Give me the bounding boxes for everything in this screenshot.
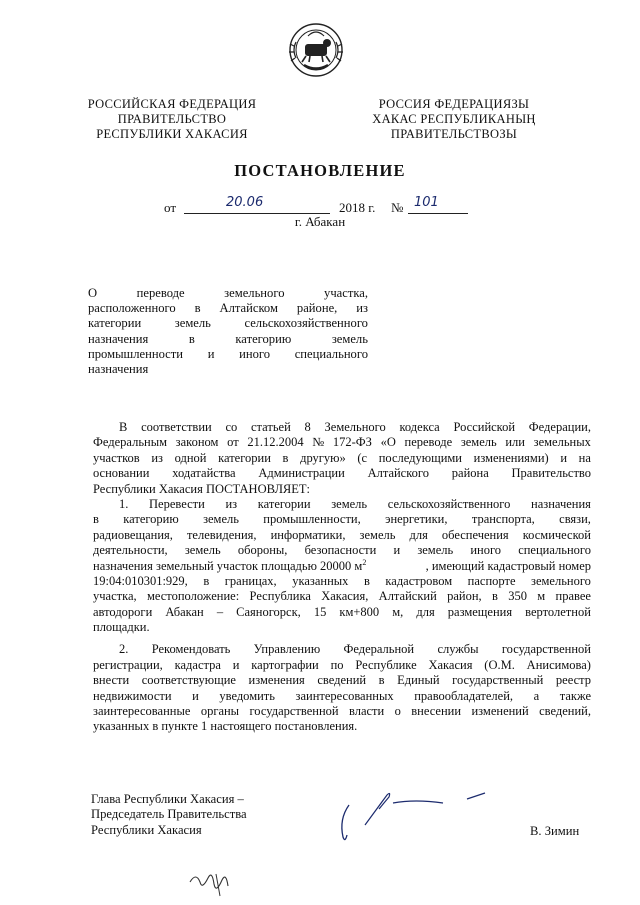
body-word: последующими [378, 450, 463, 465]
body-line [93, 689, 591, 704]
body-line [93, 497, 591, 512]
body-word: земель [331, 496, 368, 511]
body-word: земель [460, 435, 497, 450]
body-word: в [491, 589, 498, 604]
body-word: № [312, 435, 325, 450]
body-word: сельскохозяйственного [387, 496, 511, 511]
body-word: Земельного [324, 420, 386, 434]
document-body [93, 420, 591, 735]
body-word: на [578, 450, 591, 465]
header-right [366, 97, 542, 142]
subject-word: промышленности [88, 346, 184, 361]
body-line [93, 642, 591, 657]
body-word: сведений, [539, 704, 591, 719]
body-word: правообладателей, [414, 688, 514, 703]
body-word: государственной [249, 704, 339, 719]
body-word: земель [184, 543, 221, 558]
subject-line [88, 332, 368, 347]
body-line [93, 658, 591, 673]
body-word: в [282, 450, 289, 465]
subject-word: иного [239, 346, 271, 361]
body-word: участка, [93, 589, 137, 604]
body-word: автодороги [93, 604, 153, 619]
body-word: внесении [411, 704, 462, 719]
body-word: телевидения, [186, 527, 257, 542]
body-line [93, 605, 591, 620]
body-word: в [203, 573, 210, 588]
subject-line [88, 362, 368, 377]
body-word: правее [555, 589, 591, 604]
subject-word: категорию [235, 331, 292, 346]
subject-word: назначения [88, 361, 149, 376]
body-word: 19:04:010301:929, [93, 573, 188, 588]
body-line [93, 435, 591, 450]
body-word: Администрации [258, 466, 345, 481]
body-word: обеспечения [441, 527, 509, 542]
subject-line [88, 316, 368, 331]
subject-line [88, 301, 368, 316]
body-word: внести [93, 673, 130, 688]
body-word: радиовещания, [93, 527, 173, 542]
body-word: размещения [447, 604, 513, 619]
body-word: 21.12.2004 [247, 435, 304, 450]
signatory-line: Глава Республики Хакасия – [91, 792, 244, 806]
header-right-line: ПРАВИТЕЛЬСТВОЗЫ [390, 127, 518, 141]
body-word: для [409, 527, 428, 542]
body-word: из [225, 496, 238, 511]
body-word: специального [518, 543, 591, 558]
body-word: безопасности [304, 543, 377, 558]
subject-word: участка, [324, 286, 368, 300]
body-word: переводе [404, 435, 453, 450]
body-line [93, 451, 591, 466]
subject-word: земель [331, 331, 368, 346]
body-word: для [416, 604, 435, 619]
signatory-line: Республики Хакасия [91, 822, 202, 837]
body-word: категории [257, 496, 311, 511]
body-word: со [225, 420, 238, 434]
body-line [93, 673, 591, 688]
body-word: м, [392, 604, 404, 619]
body-word: Российской [453, 420, 516, 434]
body-word: кодекса [399, 420, 440, 434]
body-line [93, 574, 591, 589]
body-word: 172-ФЗ [332, 435, 372, 450]
body-word: Анисимова) [526, 657, 591, 672]
body-word: изменений [471, 704, 529, 719]
body-word: кадастра [174, 657, 221, 672]
body-word: – [216, 604, 224, 619]
handwritten-signature [335, 783, 505, 849]
body-word: 8 [304, 420, 311, 434]
body-word: одной [174, 450, 207, 465]
body-word: законом [175, 435, 219, 450]
body-line [93, 512, 591, 527]
subject-word: в [188, 331, 195, 346]
body-word: информатики, [270, 527, 346, 542]
body-word: 15 [313, 604, 327, 619]
body-word: Управлению [253, 642, 321, 657]
body-word: района [451, 466, 489, 481]
header-left-line: РЕСПУБЛИКИ ХАКАСИЯ [96, 127, 248, 141]
body-word: земель [359, 527, 396, 542]
number-label: № [391, 200, 404, 215]
body-word: Саяногорск, [236, 604, 301, 619]
body-line: площадки. [93, 620, 150, 635]
body-line [93, 420, 591, 435]
body-word: Республике [355, 657, 417, 672]
body-word: в [363, 573, 370, 588]
body-line [93, 559, 591, 574]
body-word: Алтайского [367, 466, 429, 481]
number-handwritten: 101 [414, 195, 439, 210]
body-word: регистрации, [93, 657, 163, 672]
body-word: в [93, 512, 99, 527]
area-tail: , имеющий кадастровый номер [425, 558, 591, 573]
body-word: (О.М. [484, 657, 515, 672]
body-word: заинтересованные [93, 704, 191, 719]
body-word: службы [437, 642, 479, 657]
body-word: в [378, 673, 385, 688]
body-word: ходатайства [172, 466, 236, 481]
body-word: Хакасия, [321, 589, 369, 604]
body-word: из [151, 450, 163, 465]
subject-word: расположенного [88, 301, 176, 316]
item-2-paragraph [93, 642, 591, 734]
body-word: Правительство [511, 466, 591, 481]
signatory-name: В. Зимин [530, 824, 580, 838]
body-word: район, [447, 589, 482, 604]
body-word: связи, [559, 512, 591, 527]
subject-word: специального [294, 346, 368, 361]
body-word: иного [470, 543, 502, 558]
coat-of-arms-emblem [286, 20, 346, 80]
body-word: картографии [251, 657, 319, 672]
body-word: Единый [397, 673, 440, 688]
date-handwritten: 20.06 [226, 195, 264, 210]
subject-word: переводе [136, 286, 185, 300]
body-word: космической [522, 527, 591, 542]
body-word: кадастровом [385, 573, 453, 588]
body-word: 2. [119, 642, 129, 657]
signatory-title [91, 792, 247, 838]
document-title: ПОСТАНОВЛЕНИЕ [234, 161, 406, 180]
handwritten-mark [186, 868, 236, 900]
body-word: Федерации, [528, 420, 591, 434]
body-word: уведомить [219, 688, 275, 703]
body-word: и [393, 543, 401, 558]
body-line [93, 466, 591, 481]
body-line: Республики Хакасия ПОСТАНОВЛЯЕТ: [93, 481, 311, 496]
body-word: 350 [508, 589, 527, 604]
subject-line [88, 286, 368, 301]
body-word: также [559, 688, 591, 703]
body-word: вертолетной [525, 604, 591, 619]
body-word: границах, [224, 573, 277, 588]
body-word: участков [93, 450, 140, 465]
body-line [93, 543, 591, 558]
area-text: назначения земельный участок площадью 20000 м [93, 558, 363, 573]
body-word: промышленности, [263, 512, 361, 527]
body-word: земель [417, 543, 454, 558]
body-word: соответствии [141, 420, 212, 434]
body-word: Алтайский [378, 589, 437, 604]
subject-word: земельного [224, 286, 285, 300]
body-word: земельного [531, 573, 591, 588]
body-word: деятельности, [93, 543, 168, 558]
body-word: энергетики, [385, 512, 448, 527]
body-line [93, 589, 591, 604]
item-1-paragraph [93, 497, 591, 636]
date-prefix: от [164, 200, 177, 215]
body-word: Рекомендовать [151, 642, 231, 657]
body-word: статьей [251, 420, 291, 434]
body-word: Хакасия [428, 657, 473, 672]
body-word: Абакан [165, 604, 204, 619]
body-word: государственный [452, 673, 544, 688]
body-line [93, 528, 591, 543]
subject-word: назначения [88, 331, 149, 346]
body-word: и [192, 688, 199, 703]
subject-word: в [194, 301, 201, 316]
body-word: изменения [248, 673, 305, 688]
subject-word: районе, [296, 301, 338, 316]
body-word: о [394, 704, 401, 719]
subject-word: из [356, 301, 368, 316]
body-word: обороны, [237, 543, 288, 558]
body-word: от [227, 435, 239, 450]
preamble-paragraph [93, 420, 591, 497]
paragraph-gap [93, 635, 591, 642]
body-word: В [119, 420, 128, 434]
header-left-line: ПРАВИТЕЛЬСТВО [117, 112, 227, 126]
body-word: земель [203, 512, 239, 527]
area-superscript: 2 [362, 557, 367, 567]
header-left-line: РОССИЙСКАЯ ФЕДЕРАЦИЯ [87, 97, 257, 111]
signatory-line: Председатель Правительства [91, 807, 247, 822]
body-word: местоположение: [146, 589, 240, 604]
body-word: по [330, 657, 344, 672]
subject-line [88, 347, 368, 362]
city: г. Абакан [294, 214, 346, 229]
body-word: власти [348, 704, 385, 719]
subject-word: О [88, 286, 98, 300]
body-word: государственной [501, 642, 591, 657]
body-line [93, 704, 591, 719]
body-word: заинтересованных [295, 688, 394, 703]
body-word: органы [200, 704, 240, 719]
body-word: назначения [531, 496, 591, 511]
body-line: указанных в пункте 1 настоящего постановления. [93, 719, 358, 734]
body-word: а [533, 688, 540, 703]
body-word: земельных [533, 435, 591, 450]
body-word: «О [380, 435, 396, 450]
body-word: Федеральным [93, 435, 168, 450]
body-word: категории [218, 450, 271, 465]
body-word: транспорта, [471, 512, 535, 527]
body-word: и [232, 657, 240, 672]
body-word: другую» [300, 450, 346, 465]
body-word: изменениями) [473, 450, 549, 465]
body-word: основании [93, 466, 150, 481]
body-word: реестр [555, 673, 591, 688]
body-word: м [537, 589, 546, 604]
body-word: 1. [119, 496, 129, 511]
body-word: Республика [249, 589, 311, 604]
body-word: км+800 [339, 604, 380, 619]
body-word: Перевести [149, 496, 205, 511]
subject-word: земель [174, 316, 211, 331]
subject-word: и [207, 346, 215, 361]
body-word: соответствующие [141, 673, 236, 688]
subject-word: сельскохозяйственного [244, 316, 368, 331]
body-word: категорию [123, 512, 179, 527]
body-word: Федеральной [343, 642, 415, 657]
subject-word: Алтайском [219, 301, 278, 316]
body-word: паспорте [467, 573, 516, 588]
body-word: и [560, 450, 568, 465]
header-right-line: РОССИЯ ФЕДЕРАЦИЯЗЫ [378, 97, 530, 111]
document-subject [88, 286, 368, 377]
subject-word: категории [88, 316, 142, 331]
body-word: сведений [317, 673, 367, 688]
body-word: указанных [292, 573, 349, 588]
body-word: или [505, 435, 525, 450]
body-word: (с [357, 450, 368, 465]
header-right-line: ХАКАС РЕСПУБЛИКАНЫҢ [372, 112, 536, 126]
header-left [82, 97, 262, 142]
date-year: 2018 г. [339, 200, 376, 215]
body-word: недвижимости [93, 688, 172, 703]
